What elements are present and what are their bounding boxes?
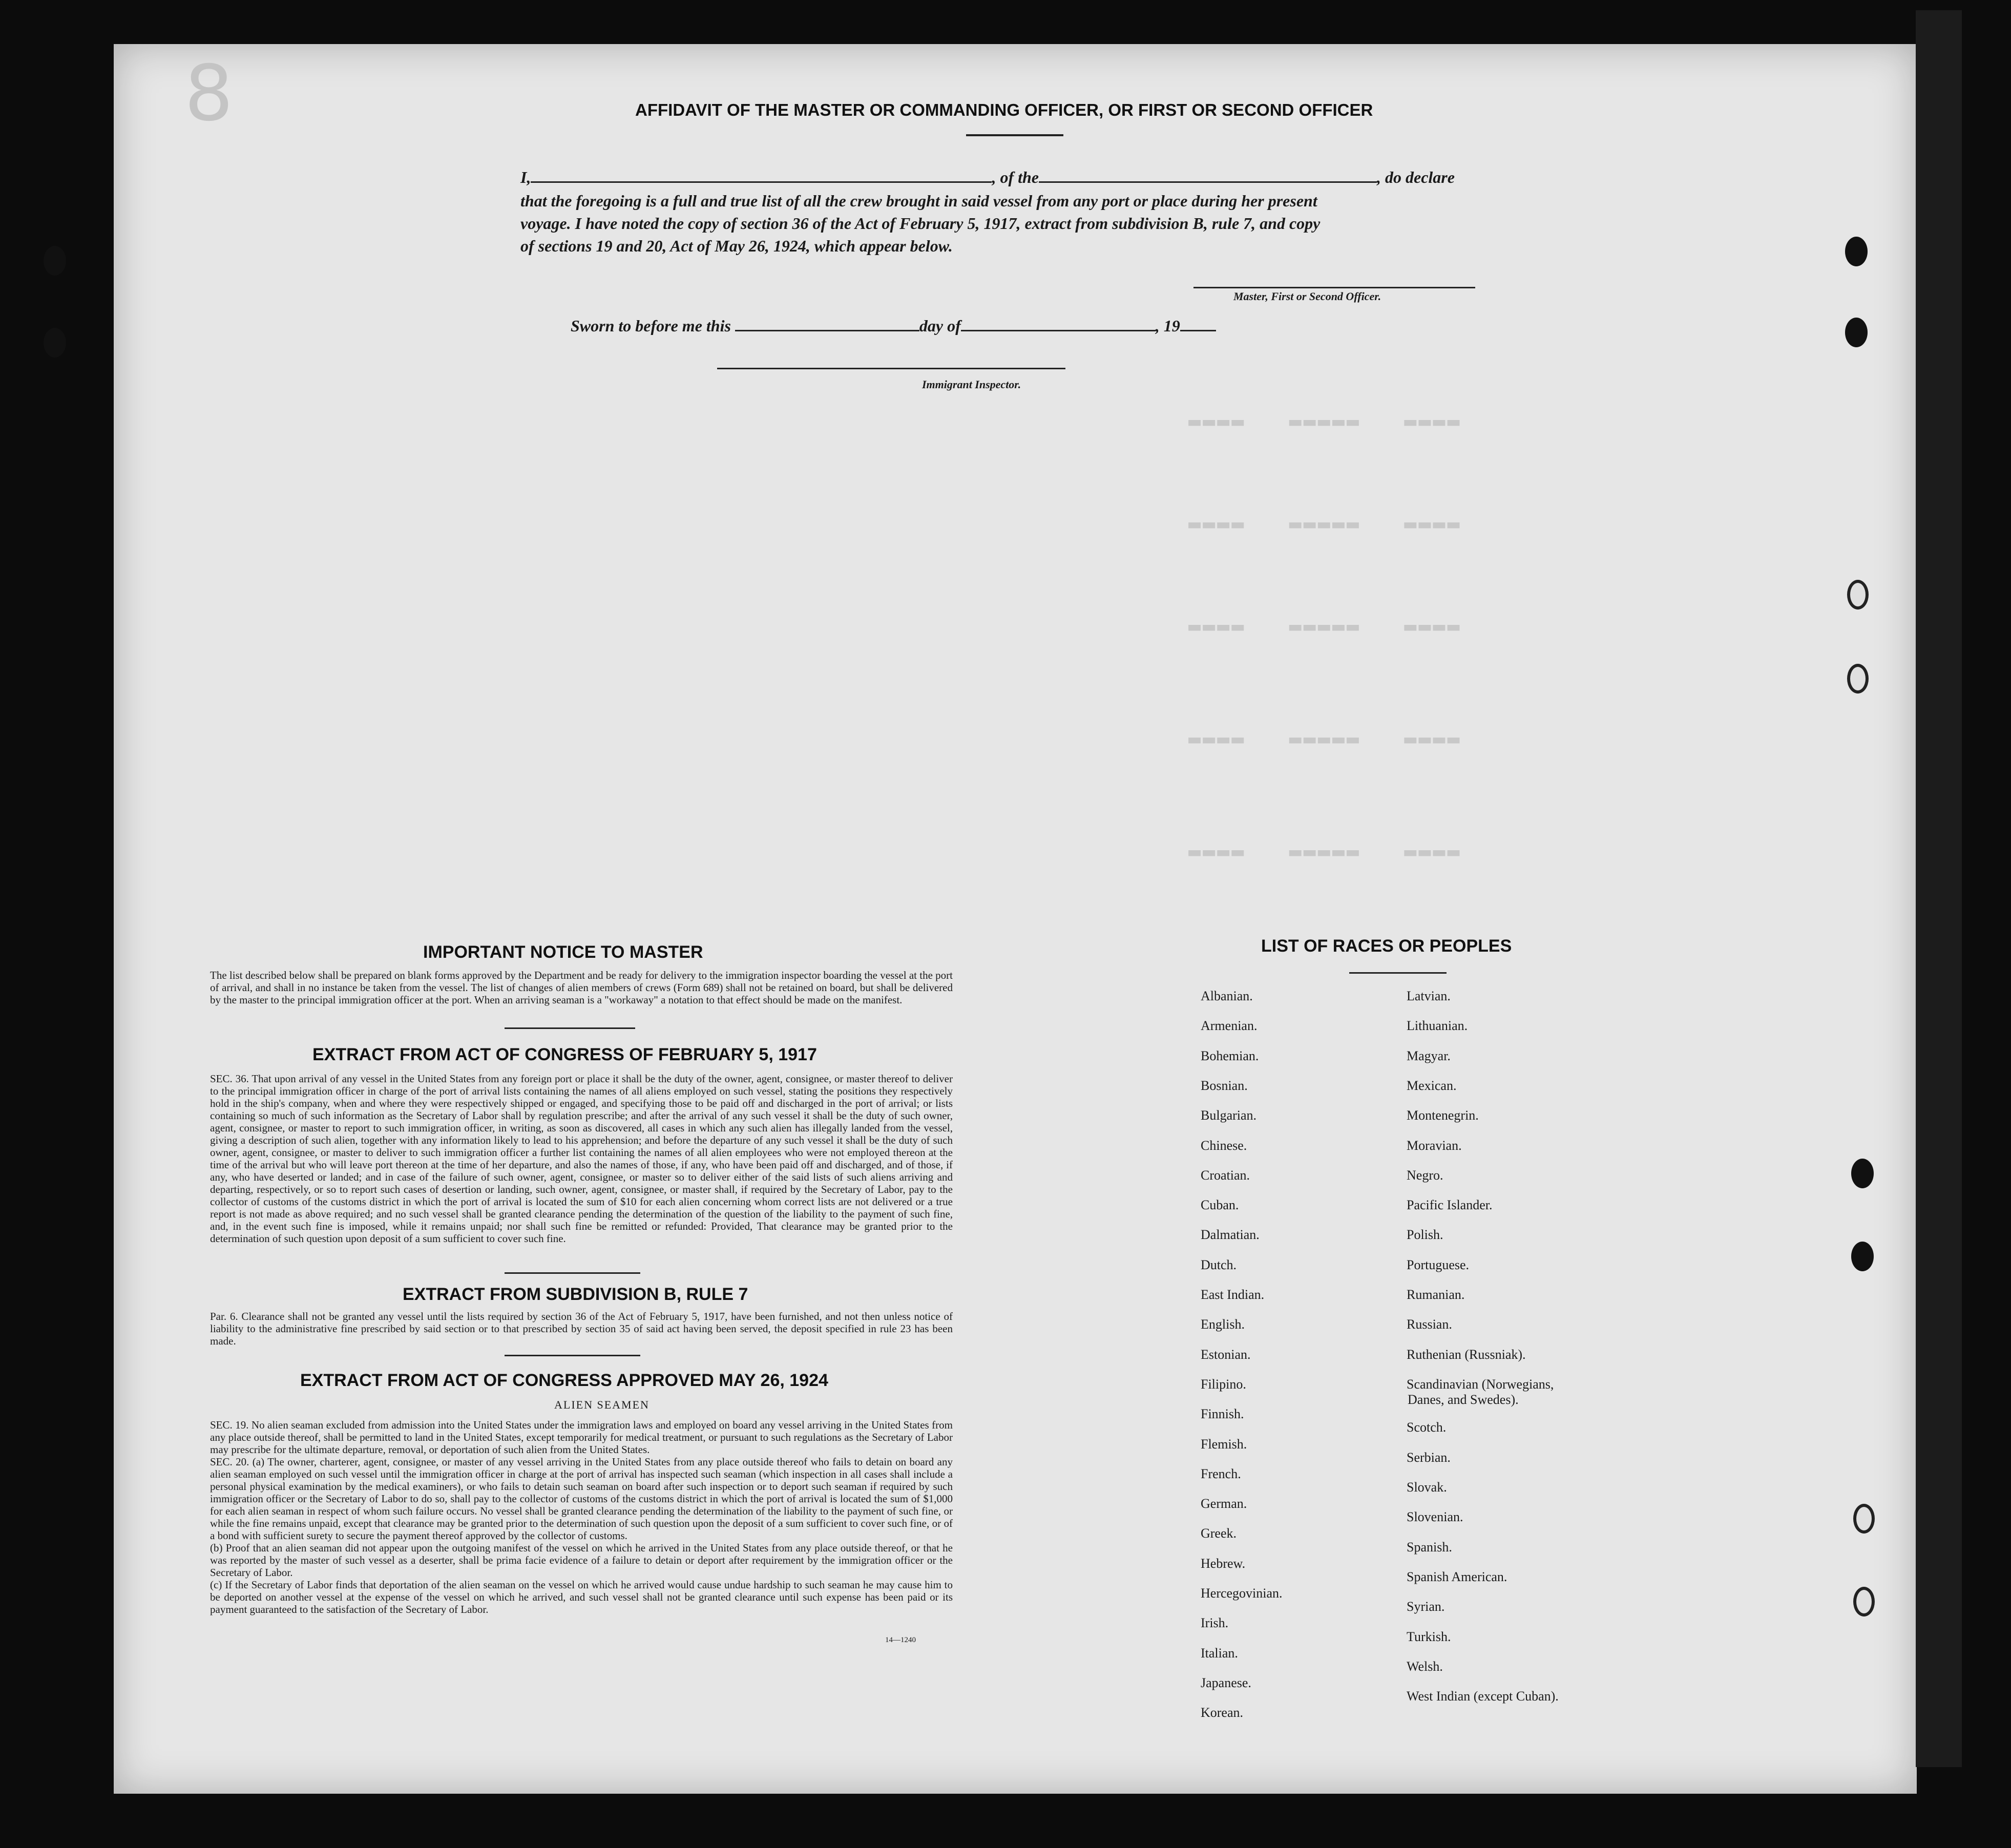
race-item: Slovak. — [1407, 1480, 1447, 1495]
race-item: East Indian. — [1201, 1287, 1265, 1302]
race-item: Turkish. — [1407, 1629, 1451, 1644]
affidavit-of-label: , of the — [992, 168, 1039, 186]
affidavit-line-1 — [520, 166, 1455, 188]
race-item: Croatian. — [1201, 1168, 1250, 1183]
race-item: Dutch. — [1201, 1257, 1237, 1272]
race-item: Ruthenian (Russniak). — [1407, 1347, 1526, 1362]
pencil-mark: 8 — [184, 49, 234, 138]
year-label: , 19 — [1155, 317, 1180, 335]
inspector-signature-line — [717, 368, 1065, 369]
race-item: Latvian. — [1407, 989, 1451, 1003]
section-divider — [505, 1355, 640, 1356]
race-item: English. — [1201, 1317, 1245, 1332]
race-item: Albanian. — [1201, 989, 1253, 1003]
affidavit-line-2: that the foregoing is a full and true list of all the crew brought in said vessel from any port or place during her present — [520, 192, 1317, 210]
race-item: Spanish. — [1407, 1540, 1452, 1555]
bleed-through-mark: ▬▬▬▬ ▬▬▬▬▬ ▬▬▬▬ — [1188, 727, 1462, 751]
affidavit-i-label: I, — [520, 168, 531, 186]
sec-20c-text: (c) If the Secretary of Labor finds that deportation of the alien seaman on the vessel on which he arrived would cause undue hardship to such seaman he may cause him to be deported on another vessel at the expense of the vessel on which he arrived, and such vessel shall not be granted clearance until such expense has been paid or its payment guaranteed to the satisfaction of the Secretary of Labor. — [210, 1579, 953, 1615]
binder-hole — [1845, 318, 1868, 347]
bleed-through-mark: ▬▬▬▬ ▬▬▬▬▬ ▬▬▬▬ — [1188, 512, 1462, 536]
sec-20b-text: (b) Proof that an alien seaman did not appear upon the outgoing manifest of the vessel on which he arrived in the United States from any place outside thereof, or that he was reported by the master of such vessel as a deserter, shall be prima facie evidence of a failure to detain or deport after requirement by the immigration officer or the Secretary of Labor. — [210, 1542, 953, 1579]
race-item: Greek. — [1201, 1526, 1237, 1541]
page-edge — [1916, 10, 1962, 1767]
race-item: West Indian (except Cuban). — [1407, 1689, 1559, 1704]
race-item: Finnish. — [1201, 1406, 1244, 1421]
race-item: Pacific Islander. — [1407, 1198, 1493, 1212]
race-item: Armenian. — [1201, 1018, 1258, 1033]
race-item: Magyar. — [1407, 1048, 1451, 1063]
affidavit-line-4: of sections 19 and 20, Act of May 26, 1924, which appear below. — [520, 237, 953, 255]
extract-1917-title: EXTRACT FROM ACT OF CONGRESS OF FEBRUARY 5, 1917 — [312, 1045, 817, 1064]
race-item: Italian. — [1201, 1646, 1238, 1661]
race-item: Moravian. — [1407, 1138, 1462, 1153]
race-item: Syrian. — [1407, 1599, 1445, 1614]
race-item: Bulgarian. — [1201, 1108, 1257, 1123]
section-divider — [505, 1272, 640, 1274]
race-item: Rumanian. — [1407, 1287, 1465, 1302]
races-title-underline — [1349, 972, 1447, 974]
binder-hole — [1851, 1159, 1874, 1188]
extract-1924-title: EXTRACT FROM ACT OF CONGRESS APPROVED MAY 26, 1924 — [300, 1371, 828, 1390]
race-item: Russian. — [1407, 1317, 1452, 1332]
race-item: Flemish. — [1201, 1437, 1247, 1452]
year-blank — [1180, 314, 1216, 331]
notice-title: IMPORTANT NOTICE TO MASTER — [423, 942, 703, 962]
sworn-label: Sworn to before me this — [571, 317, 731, 335]
races-title: LIST OF RACES OR PEOPLES — [1261, 936, 1512, 956]
binder-hole — [44, 328, 66, 358]
binder-hole — [1845, 237, 1868, 266]
binder-hole — [1853, 1587, 1875, 1616]
race-item: Chinese. — [1201, 1138, 1247, 1153]
extract-1924-body — [210, 1419, 953, 1615]
race-item: Irish. — [1201, 1615, 1229, 1630]
day-of-label: day of — [919, 317, 961, 335]
race-item: Japanese. — [1201, 1675, 1251, 1690]
race-item: Negro. — [1407, 1168, 1443, 1183]
rule7-body: Par. 6. Clearance shall not be granted any vessel until the lists required by section 36 of the Act of February 5, 1917, have been furnished, and not then unless notice of liability to the administrative fine prescribed by said section or to that prescribed by section 35 of said act having been served, the deposit specified in rule 23 has been made. — [210, 1310, 953, 1347]
master-signature-caption: Master, First or Second Officer. — [1233, 290, 1381, 303]
race-item: Korean. — [1201, 1705, 1244, 1720]
race-item: Scandinavian (Norwegians, — [1407, 1377, 1554, 1392]
binder-hole — [1851, 1242, 1874, 1271]
section-divider — [505, 1027, 635, 1029]
affidavit-declare-label: , do declare — [1377, 168, 1455, 186]
race-item: Welsh. — [1407, 1659, 1443, 1674]
race-item: French. — [1201, 1466, 1241, 1481]
race-item: Scotch. — [1407, 1420, 1447, 1435]
race-item: Estonian. — [1201, 1347, 1251, 1362]
affidavit-title: AFFIDAVIT OF THE MASTER OR COMMANDING OFFICER, OR FIRST OR SECOND OFFICER — [635, 100, 1373, 119]
affidavit-line-3: voyage. I have noted the copy of section 36 of the Act of February 5, 1917, extract from subdivision B, rule 7, and copy — [520, 214, 1321, 233]
race-item: Polish. — [1407, 1227, 1443, 1242]
race-item: Danes, and Swedes). — [1408, 1392, 1519, 1407]
race-item: Mexican. — [1407, 1078, 1457, 1093]
vessel-blank — [1039, 166, 1377, 183]
alien-seamen-subtitle: ALIEN SEAMEN — [554, 1398, 650, 1411]
bleed-through-mark: ▬▬▬▬ ▬▬▬▬▬ ▬▬▬▬ — [1188, 615, 1462, 638]
form-number: 14—1240 — [885, 1636, 916, 1644]
race-item: Slovenian. — [1407, 1509, 1463, 1524]
bleed-through-mark: ▬▬▬▬ ▬▬▬▬▬ ▬▬▬▬ — [1188, 840, 1462, 864]
binder-hole — [1847, 664, 1869, 694]
race-item: Bosnian. — [1201, 1078, 1248, 1093]
race-item: Cuban. — [1201, 1198, 1239, 1212]
master-signature-line — [1193, 287, 1475, 288]
race-item: Lithuanian. — [1407, 1018, 1468, 1033]
race-item: Serbian. — [1407, 1450, 1451, 1465]
race-item: Portuguese. — [1407, 1257, 1470, 1272]
bleed-through-mark: ▬▬▬▬ ▬▬▬▬▬ ▬▬▬▬ — [1188, 410, 1462, 433]
binder-hole — [44, 246, 66, 276]
name-blank — [531, 166, 992, 183]
sec-19-text: SEC. 19. No alien seaman excluded from admission into the United States under the immigration laws and employed on board any vessel arriving in the United States from any place outside thereof, shall be permitted to land in the United States, except temporarily for medical treatment, or pursuant to such regulations as the Secretary of Labor may prescribe for the ultimate departure, removal, or deportation of such alien from the United States. — [210, 1419, 953, 1456]
race-item: Bohemian. — [1201, 1048, 1259, 1063]
binder-hole — [1847, 580, 1869, 610]
month-blank — [961, 314, 1156, 331]
title-underline — [966, 134, 1063, 136]
rule7-title: EXTRACT FROM SUBDIVISION B, RULE 7 — [403, 1285, 748, 1304]
inspector-signature-caption: Immigrant Inspector. — [922, 378, 1021, 391]
race-item: Spanish American. — [1407, 1569, 1507, 1584]
race-item: Montenegrin. — [1407, 1108, 1479, 1123]
binder-hole — [1853, 1504, 1875, 1534]
race-item: Filipino. — [1201, 1377, 1246, 1392]
sworn-line — [571, 314, 1216, 337]
race-item: Dalmatian. — [1201, 1227, 1260, 1242]
notice-body: The list described below shall be prepared on blank forms approved by the Department and be ready for delivery to the immigration inspector boarding the vessel at the port of arrival, and shall in no instance be taken from the vessel. The list of changes of alien members of crews (Form 689) shall not be retained on board, but shall be delivered by the master to the principal immigration officer at the port. When an arriving seaman is a "workaway" a notation to that effect should be made on the manifest. — [210, 969, 953, 1006]
race-item: German. — [1201, 1496, 1247, 1511]
race-item: Hercegovinian. — [1201, 1586, 1283, 1601]
date-day-blank — [735, 314, 919, 331]
extract-1917-body: SEC. 36. That upon arrival of any vessel in the United States from any foreign port or place it shall be the duty of the owner, agent, consignee, or master thereof to deliver to the principal immigration officer in charge of the port of arrival lists containing the names of all aliens employed on such vessel, stating the positions they respectively hold in the ship's company, when and where they were respectively shipped or engaged, and specifying those to be paid off and discharged in the port of arrival; or lists containing so much of such information as the Secretary of Labor shall by regulation prescribe; and after the arrival of any such vessel it shall be the duty of such owner, agent, consignee, or master to report to such immigration officer, in writing, as soon as discovered, all cases in which any such alien has illegally landed from the vessel, giving a description of such alien, together with any information likely to lead to his apprehension; and before the departure of any such vessel it shall be the duty of such owner, agent, consignee, or master to deliver to such immigration officer a further list containing the names of all alien employees who were not employed thereon at the time of the arrival but who will leave port thereon at the time of her departure, and also the names of those, if any, who have been paid off and discharged, and of those, if any, who have deserted or landed; and in case of the failure of such owner, agent, consignee, or master so to deliver either of the said lists of such aliens arriving and departing, respectively, or so to report such cases of desertion or landing, such owner, agent, consignee, or master shall, if required by the Secretary of Labor, pay to the collector of customs of the customs district in which the port of arrival is located the sum of $10 for each alien concerning whom correct lists are not delivered or a true report is not made as above required; and no such vessel shall be granted clearance pending the determination of the question of the liability to the payment of such fine, and, in the event such fine is imposed, while it remains unpaid; nor shall such fine be remitted or refunded: Provided, That clearance may be granted prior to the determination of such question upon deposit of a sum sufficient to cover such fine. — [210, 1073, 953, 1245]
sec-20a-text: SEC. 20. (a) The owner, charterer, agent, consignee, or master of any vessel arriving in the United States from any place outside thereof who fails to detain on board any alien seaman employed on such vessel until the immigration officer in charge at the port of arrival has inspected such seaman (which inspection in all cases shall include a personal physical examination by the medical examiners), or who fails to detain such seaman on board after such inspection or to deport such seaman if required by such immigration officer or the Secretary of Labor to do so, shall pay to the collector of customs of the customs district in which the port of arrival is located the sum of $1,000 for each alien seaman in respect of whom such failure occurs. No vessel shall be granted clearance pending the determination of the liability to the payment of such fine, or while the fine remains unpaid, except that clearance may be granted prior to the determination of such question upon the deposit of a sum sufficient to cover such fine, or of a bond with sufficient surety to secure the payment thereof approved by the collector of customs. — [210, 1456, 953, 1542]
race-item: Hebrew. — [1201, 1556, 1246, 1571]
